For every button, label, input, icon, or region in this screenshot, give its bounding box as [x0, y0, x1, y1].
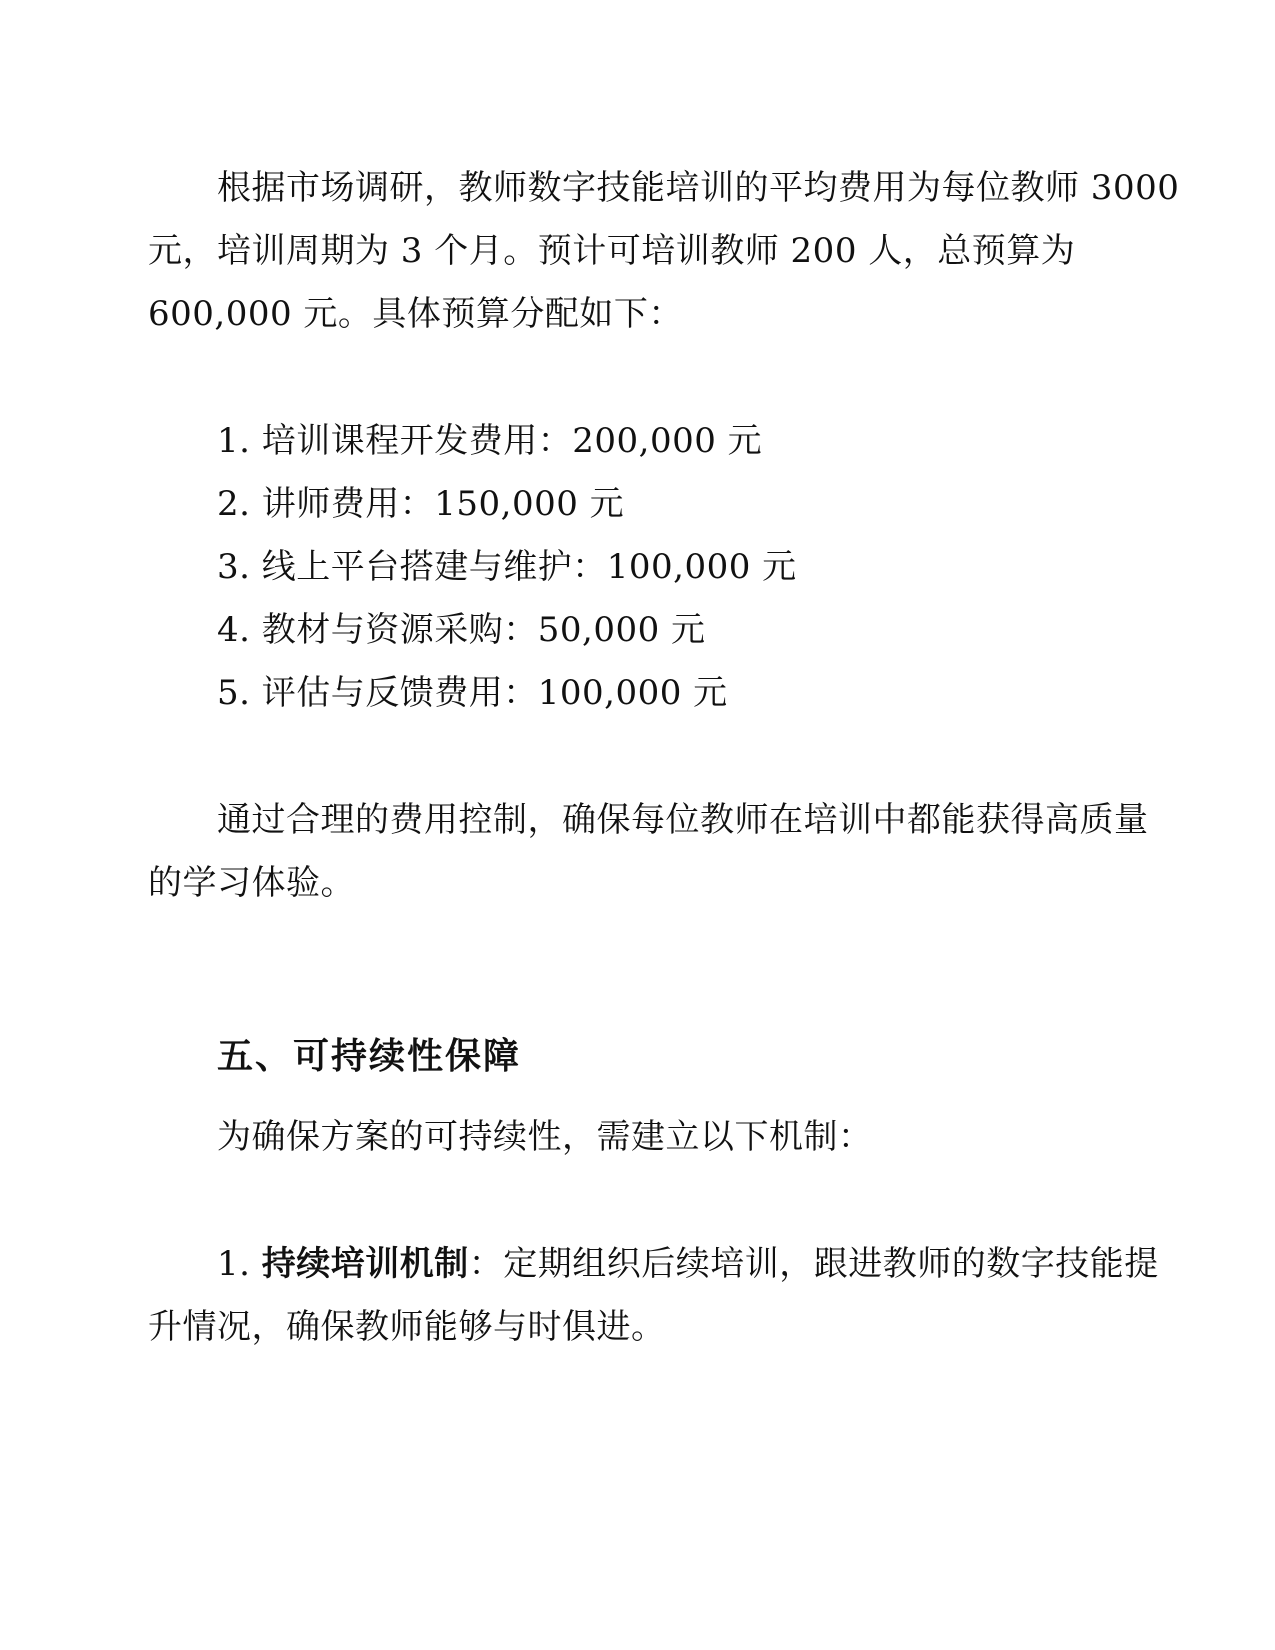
- list-item: 4. 教材与资源采购：50,000 元: [217, 610, 706, 650]
- list-item: 3. 线上平台搭建与维护：100,000 元: [217, 547, 797, 587]
- list-item: 1. 培训课程开发费用：200,000 元: [217, 421, 763, 461]
- budget-paragraph-line-1: 根据市场调研，教师数字技能培训的平均费用为每位教师 3000: [217, 168, 1180, 208]
- section-intro: 为确保方案的可持续性，需建立以下机制：: [217, 1117, 873, 1157]
- list-item: 2. 讲师费用：150,000 元: [217, 484, 625, 524]
- item-number: 1.: [217, 1244, 262, 1284]
- section-heading: 五、可持续性保障: [217, 1036, 522, 1077]
- item-text: ：定期组织后续培训，跟进教师的数字技能提: [468, 1244, 1159, 1284]
- budget-paragraph-line-3: 600,000 元。具体预算分配如下：: [148, 294, 683, 334]
- list-item: 5. 评估与反馈费用：100,000 元: [217, 673, 728, 713]
- cost-paragraph-line-2: 的学习体验。: [148, 863, 355, 903]
- mechanism-item-1-line-1: [217, 1244, 1159, 1284]
- item-title: 持续培训机制: [261, 1244, 469, 1284]
- budget-paragraph-line-2: 元，培训周期为 3 个月。预计可培训教师 200 人，总预算为: [148, 231, 1076, 271]
- mechanism-item-1-line-2: 升情况，确保教师能够与时俱进。: [148, 1307, 666, 1347]
- cost-paragraph-line-1: 通过合理的费用控制，确保每位教师在培训中都能获得高质量: [217, 800, 1149, 840]
